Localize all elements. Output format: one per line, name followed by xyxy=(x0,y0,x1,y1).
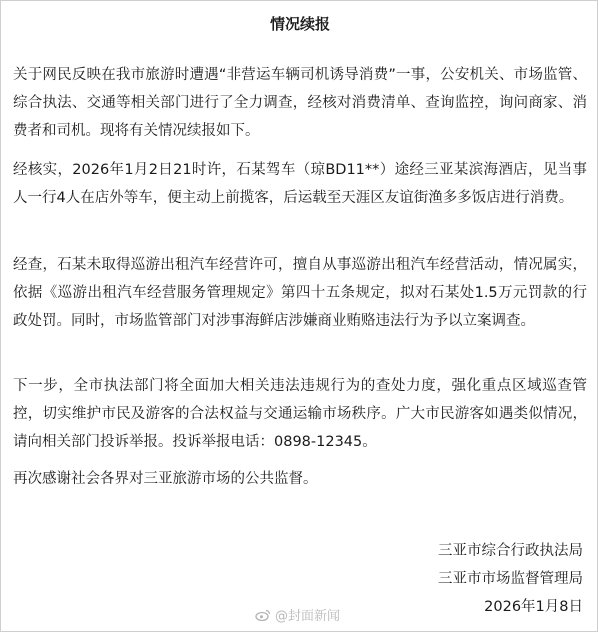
weibo-icon xyxy=(255,609,271,621)
signature-org-enforcement: 三亚市综合行政执法局 xyxy=(438,543,583,559)
document-title: 情况续报 xyxy=(269,15,330,33)
paragraph-intro: 关于网民反映在我市旅游时遭遇“非营运车辆司机诱导消费”一事，公安机关、市场监管、综合执法、交通等相关部门进行了全力调查，经核对消费清单、查询监控，询问商家、消费者和司机。现将有关情况续报如下。 xyxy=(13,67,587,139)
signature-org-market: 三亚市市场监督管理局 xyxy=(438,571,583,587)
paragraph-investigation: 经查，石某未取得巡游出租汽车经营许可，擅自从事巡游出租汽车经营活动，情况属实，依据《巡游出租汽车经营服务管理规定》第四十五条规定，拟对石某处1.5万元罚款的行政处罚。同时，市场监管部门对涉事海鲜店涉嫌商业贿赂违法行为予以立案调查。 xyxy=(13,257,587,329)
signature-block xyxy=(438,537,583,621)
paragraph-thanks: 再次感谢社会各界对三亚旅游市场的公共监督。 xyxy=(13,471,318,487)
watermark-text: @封面新闻 xyxy=(275,609,341,624)
signature-date: 2026年1月8日 xyxy=(484,599,583,615)
paragraph-next-steps: 下一步，全市执法部门将全面加大相关违法违规行为的查处力度，强化重点区域巡查管控，切实维护市民及游客的合法权益与交通运输市场秩序。广大市民游客如遇类似情况，请向相关部门投诉举报。投诉举报电话：0898-12345。 xyxy=(13,378,587,450)
source-watermark xyxy=(255,605,340,624)
paragraph-verification: 经核实，2026年1月2日21时许，石某驾车（琼BD11**）途经三亚某滨海酒店，见当事人一行4人在店外等车，便主动上前揽客，后运载至天涯区友谊街渔多多饭店进行消费。 xyxy=(13,162,587,206)
